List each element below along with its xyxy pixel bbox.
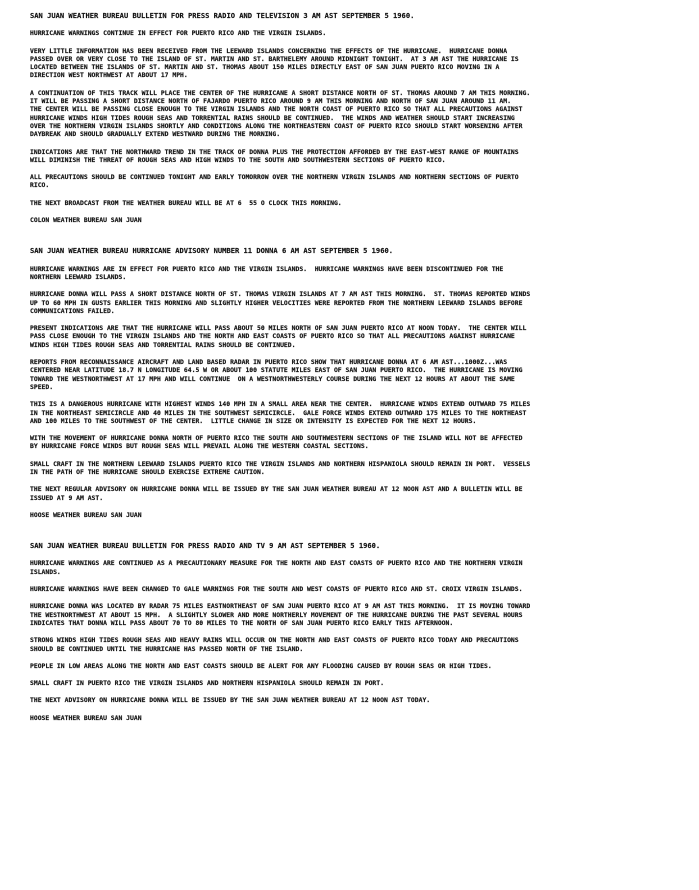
- text-line: ISSUED AT 9 AM AST.: [30, 493, 104, 502]
- paragraph: [30, 559, 683, 576]
- text-line: NORTHERN LEEWARD ISLANDS.: [30, 272, 127, 281]
- text-line: SMALL CRAFT IN THE NORTHERN LEEWARD ISLANDS PUERTO RICO THE VIRGIN ISLANDS AND NORTHERN HISPANIOLA SHOULD REMAIN IN PORT. VESSELS: [30, 459, 531, 468]
- text-line: IT WILL BE PASSING A SHORT DISTANCE NORTH OF FAJARDO PUERTO RICO AROUND 9 AM THIS MORNING AND NORTH OF SAN JUAN AROUND 11 AM.: [30, 97, 511, 106]
- paragraph: [30, 265, 683, 282]
- text-line: THE CENTER WILL BE PASSING CLOSE ENOUGH TO THE VIRGIN ISLANDS AND THE NORTH COAST OF PUERTO RICO SO THAT ALL PRECAUTIONS AGAINST: [30, 105, 523, 114]
- paragraph: [30, 29, 683, 37]
- text-line: DAYBREAK AND SHOULD GRADUALLY EXTEND WESTWARD DURING THE MORNING.: [30, 130, 281, 139]
- text-line: HURRICANE WINDS HIGH TIDES ROUGH SEAS AND TORRENTIAL RAINS SHOULD BE CONTINUED. THE WINDS AND WEATHER SHOULD START INCREASING: [30, 113, 515, 122]
- paragraph: [30, 400, 683, 425]
- text-line: REPORTS FROM RECONNAISSANCE AIRCRAFT AND LAND BASED RADAR IN PUERTO RICO SHOW THAT HURRICANE DONNA AT 6 AM AST...1000Z...WAS: [30, 358, 508, 367]
- signature: [30, 216, 683, 224]
- text-line: IN THE NORTHEAST SEMICIRCLE AND 40 MILES IN THE SOUTHWEST SEMICIRCLE. GALE FORCE WINDS EXTEND OUTWARD 175 MILES TO THE NORTHEAST: [30, 408, 527, 417]
- text-line: COMMUNICATIONS FAILED.: [30, 306, 115, 315]
- text-line: HURRICANE DONNA WILL PASS A SHORT DISTANCE NORTH OF ST. THOMAS VIRGIN ISLANDS AT 7 AM AST THIS MORNING. ST. THOMAS REPORTED WINDS: [30, 290, 531, 299]
- text-line: HURRICANE WARNINGS ARE CONTINUED AS A PRECAUTIONARY MEASURE FOR THE NORTH AND EAST COASTS OF PUERTO RICO AND THE NORTHERN VIRGIN: [30, 559, 523, 568]
- advisory-heading: [30, 247, 683, 255]
- signature: [30, 714, 683, 722]
- bulletin-heading: [30, 12, 683, 20]
- paragraph: [30, 585, 683, 593]
- section-gap: [30, 528, 683, 542]
- text-line: UP TO 60 MPH IN GUSTS EARLIER THIS MORNING AND SLIGHTLY HIGHER VELOCITIES WERE REPORTED FROM THE NORTHERN LEEWARD ISLANDS BEFORE: [30, 298, 523, 307]
- advisory-11-6am: [30, 247, 683, 519]
- text-line: THE WESTNORTHWEST AT ABOUT 15 MPH. A SLIGHTLY SLOWER AND MORE NORTHERLY MOVEMENT OF THE HURRICANE DURING THE PAST SEVERAL HOURS: [30, 610, 523, 619]
- paragraph: [30, 47, 683, 80]
- text-line: LOCATED BETWEEN THE ISLANDS OF ST. MARTIN AND ST. THOMAS ABOUT 150 MILES DIRECTLY EAST OF SAN JUAN PUERTO RICO MOVING IN A: [30, 63, 500, 72]
- text-line: STRONG WINDS HIGH TIDES ROUGH SEAS AND HEAVY RAINS WILL OCCUR ON THE NORTH AND EAST COASTS OF PUERTO RICO TODAY AND PRECAUTIONS: [30, 636, 519, 645]
- paragraph: [30, 662, 683, 670]
- paragraph: [30, 636, 683, 653]
- paragraph: [30, 434, 683, 451]
- paragraph: [30, 199, 683, 207]
- text-line: PASS CLOSE ENOUGH TO THE VIRGIN ISLANDS AND THE NORTH AND EAST COASTS OF PUERTO RICO SO THAT ALL PRECAUTIONS AGAINST HURRICANE: [30, 332, 515, 341]
- text-line: HURRICANE WARNINGS HAVE BEEN CHANGED TO GALE WARNINGS FOR THE SOUTH AND WEST COASTS OF PUERTO RICO AND ST. CROIX VIRGIN ISLANDS.: [30, 585, 523, 594]
- text-line: SAN JUAN WEATHER BUREAU BULLETIN FOR PRESS RADIO AND TELEVISION 3 AM AST SEPTEMBER 5 1960.: [30, 12, 415, 20]
- text-line: HURRICANE WARNINGS CONTINUE IN EFFECT FOR PUERTO RICO AND THE VIRGIN ISLANDS.: [30, 29, 327, 38]
- paragraph: [30, 148, 683, 165]
- text-line: INDICATES THAT DONNA WILL PASS ABOUT 70 TO 80 MILES TO THE NORTH OF SAN JUAN PUERTO RICO EARLY THIS AFTERNOON.: [30, 618, 454, 627]
- text-line: AND 100 MILES TO THE SOUTHWEST OF THE CENTER. LITTLE CHANGE IN SIZE OR INTENSITY IS EXPECTED FOR THE NEXT 12 HOURS.: [30, 416, 477, 425]
- paragraph: [30, 89, 683, 139]
- section-gap: [30, 233, 683, 247]
- text-line: VERY LITTLE INFORMATION HAS BEEN RECEIVED FROM THE LEEWARD ISLANDS CONCERNING THE EFFECTS OF THE HURRICANE. HURRICANE DONNA: [30, 46, 508, 55]
- text-line: OVER THE NORTHERN VIRGIN ISLANDS SHORTLY AND CONDITIONS ALONG THE NORTHEASTERN COAST OF PUERTO RICO SHOULD START WORSENING AFTER: [30, 121, 523, 130]
- text-line: DIRECTION WEST NORTHWEST AT ABOUT 17 MPH.: [30, 71, 188, 80]
- text-line: WITH THE MOVEMENT OF HURRICANE DONNA NORTH OF PUERTO RICO THE SOUTH AND SOUTHWESTERN SECTIONS OF THE ISLAND WILL NOT BE AFFECTED: [30, 434, 523, 443]
- text-line: SMALL CRAFT IN PUERTO RICO THE VIRGIN ISLANDS AND NORTHERN HISPANIOLA SHOULD REMAIN IN PORT.: [30, 679, 384, 688]
- text-line: SPEED.: [30, 382, 54, 391]
- text-line: SAN JUAN WEATHER BUREAU BULLETIN FOR PRESS RADIO AND TV 9 AM AST SEPTEMBER 5 1960.: [30, 542, 381, 551]
- paragraph: [30, 460, 683, 477]
- bulletin-heading: [30, 542, 683, 550]
- bulletin-9am: [30, 542, 683, 722]
- text-line: SHOULD BE CONTINUED UNTIL THE HURRICANE HAS PASSED NORTH OF THE ISLAND.: [30, 644, 304, 653]
- signature: [30, 511, 683, 519]
- text-line: RICO.: [30, 181, 50, 190]
- paragraph: [30, 358, 683, 391]
- text-line: PRESENT INDICATIONS ARE THAT THE HURRICANE WILL PASS ABOUT 50 MILES NORTH OF SAN JUAN PUERTO RICO AT NOON TODAY. THE CENTER WILL: [30, 324, 527, 333]
- text-line: TOWARD THE WESTNORTHWEST AT 17 MPH AND WILL CONTINUE ON A WESTNORTHWESTERLY COURSE DURING THE NEXT 12 HOURS AT ABOUT THE SAME: [30, 374, 515, 383]
- text-line: THIS IS A DANGEROUS HURRICANE WITH HIGHEST WINDS 140 MPH IN A SMALL AREA NEAR THE CENTER. HURRICANE WINDS EXTEND OUTWARD 75 MILES: [30, 400, 531, 409]
- text-line: WILL DIMINISH THE THREAT OF ROUGH SEAS AND HIGH WINDS TO THE SOUTH AND SOUTHWESTERN SECTIONS OF PUERTO RICO.: [30, 155, 446, 164]
- text-line: SAN JUAN WEATHER BUREAU HURRICANE ADVISORY NUMBER 11 DONNA 6 AM AST SEPTEMBER 5 1960.: [30, 247, 394, 256]
- text-line: HOOSE WEATHER BUREAU SAN JUAN: [30, 713, 142, 722]
- text-line: A CONTINUATION OF THIS TRACK WILL PLACE THE CENTER OF THE HURRICANE A SHORT DISTANCE NORTH OF ST. THOMAS AROUND 7 AM THIS MORNING.: [30, 88, 531, 97]
- text-line: COLON WEATHER BUREAU SAN JUAN: [30, 216, 142, 225]
- text-line: INDICATIONS ARE THAT THE NORTHWARD TREND IN THE TRACK OF DONNA PLUS THE PROTECTION AFFORDED BY THE EAST-WEST RANGE OF MOUNTAINS: [30, 147, 519, 156]
- bulletin-3am: [30, 12, 683, 224]
- text-line: WINDS HIGH TIDES ROUGH SEAS AND TORRENTIAL RAINS SHOULD BE CONTINUED.: [30, 340, 296, 349]
- text-line: THE NEXT REGULAR ADVISORY ON HURRICANE DONNA WILL BE ISSUED BY THE SAN JUAN WEATHER BUREAU AT 12 NOON AST AND A BULLETIN WILL BE: [30, 485, 523, 494]
- text-line: ALL PRECAUTIONS SHOULD BE CONTINUED TONIGHT AND EARLY TOMORROW OVER THE NORTHERN VIRGIN ISLANDS AND NORTHERN SECTIONS OF PUERTO: [30, 173, 519, 182]
- text-line: IN THE PATH OF THE HURRICANE SHOULD EXERCISE EXTREME CAUTION.: [30, 467, 265, 476]
- text-line: THE NEXT ADVISORY ON HURRICANE DONNA WILL BE ISSUED BY THE SAN JUAN WEATHER BUREAU AT 12 NOON AST TODAY.: [30, 696, 431, 705]
- paragraph: [30, 324, 683, 349]
- text-line: CENTERED NEAR LATITUDE 18.7 N LONGITUDE 64.5 W OR ABOUT 100 STATUTE MILES EAST OF SAN JUAN PUERTO RICO. THE HURRICANE IS MOVING: [30, 366, 523, 375]
- paragraph: [30, 485, 683, 502]
- text-line: HURRICANE WARNINGS ARE IN EFFECT FOR PUERTO RICO AND THE VIRGIN ISLANDS. HURRICANE WARNINGS HAVE BEEN DISCONTINUED FOR THE: [30, 264, 504, 273]
- text-line: THE NEXT BROADCAST FROM THE WEATHER BUREAU WILL BE AT 6 55 O CLOCK THIS MORNING.: [30, 198, 342, 207]
- paragraph: [30, 173, 683, 190]
- paragraph: [30, 679, 683, 687]
- paragraph: [30, 290, 683, 315]
- text-line: HURRICANE DONNA WAS LOCATED BY RADAR 75 MILES EASTNORTHEAST OF SAN JUAN PUERTO RICO AT 9 AM AST THIS MORNING. IT IS MOVING TOWARD: [30, 602, 531, 611]
- text-line: BY HURRICANE FORCE WINDS BUT ROUGH SEAS WILL PREVAIL ALONG THE WESTERN COASTAL SECTIONS.: [30, 442, 369, 451]
- text-line: PASSED OVER OR VERY CLOSE TO THE ISLAND OF ST. MARTIN AND ST. BARTHELEMY AROUND MIDNIGHT TONIGHT. AT 3 AM AST THE HURRICANE IS: [30, 54, 519, 63]
- text-line: HOOSE WEATHER BUREAU SAN JUAN: [30, 510, 142, 519]
- paragraph: [30, 696, 683, 704]
- text-line: PEOPLE IN LOW AREAS ALONG THE NORTH AND EAST COASTS SHOULD BE ALERT FOR ANY FLOODING CAUSED BY ROUGH SEAS OR HIGH TIDES.: [30, 661, 492, 670]
- text-line: ISLANDS.: [30, 567, 61, 576]
- paragraph: [30, 602, 683, 627]
